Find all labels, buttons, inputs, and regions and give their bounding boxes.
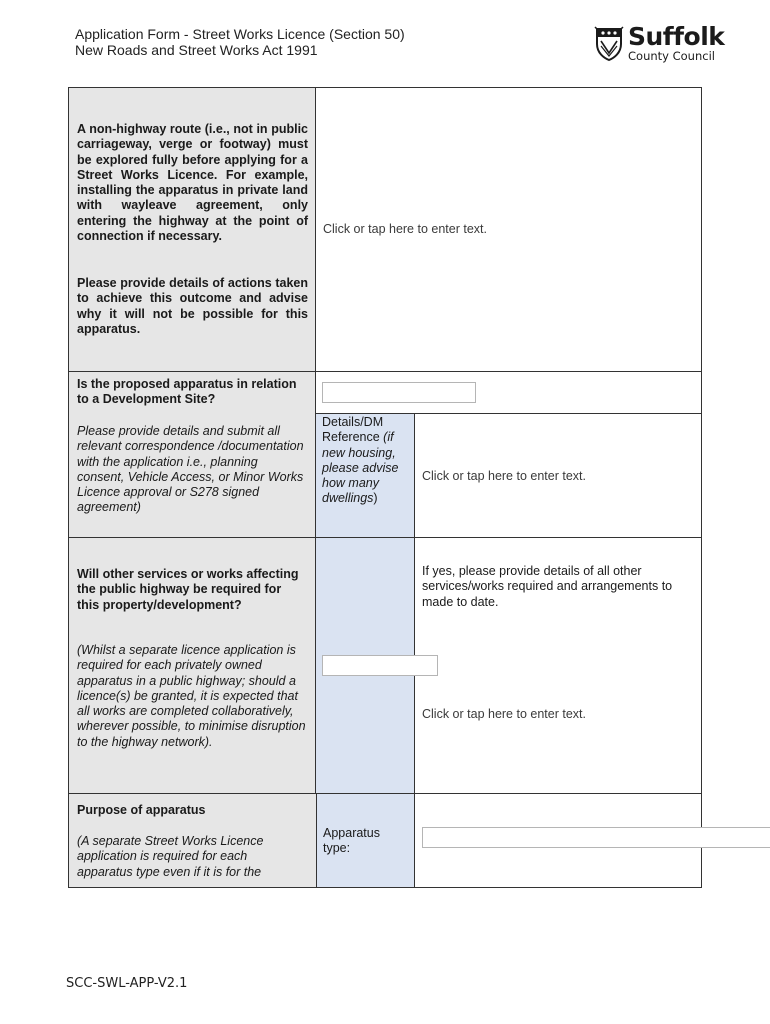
purpose-heading: Purpose of apparatus bbox=[77, 803, 206, 817]
document-code: SCC-SWL-APP-V2.1 bbox=[66, 976, 188, 991]
document-title bbox=[75, 26, 405, 58]
details-reference-close: ) bbox=[373, 491, 378, 506]
other-works-field[interactable] bbox=[322, 655, 438, 676]
development-site-field[interactable] bbox=[322, 382, 476, 403]
development-question: Is the proposed apparatus in relation to a Development Site? bbox=[77, 377, 297, 407]
other-works-note: (Whilst a separate licence application is required for each privately owned apparatus in a public highway; should a licence(s) be granted, it is expected that all works are completed collaboratively, wherever possible, to minimise disruption to the highway network). bbox=[77, 643, 306, 749]
other-works-details-input[interactable]: Click or tap here to enter text. bbox=[422, 707, 586, 721]
other-works-instruction: If yes, please provide details of all other services/works required and arrangements to made to date. bbox=[422, 564, 673, 609]
route-requirement-text: A non-highway route (i.e., not in public carriageway, verge or footway) must be explored fully before applying for a Street Works Licence. For example, installing the apparatus in private land with wayleave agreement, only entering the highway at the point of connection if necessary. bbox=[77, 122, 308, 244]
crest-icon bbox=[594, 26, 624, 62]
development-note: Please provide details and submit all relevant correspondence /documentation with the application i.e., planning consent, Vehicle Access, or Minor Works Licence approval or S278 signed agreement) bbox=[77, 424, 304, 515]
details-reference-input[interactable]: Click or tap here to enter text. bbox=[422, 469, 586, 483]
suffolk-logo bbox=[594, 24, 724, 66]
title-line-2: New Roads and Street Works Act 1991 bbox=[75, 42, 318, 58]
title-line-1: Application Form - Street Works Licence (Section 50) bbox=[75, 26, 405, 42]
details-reference-note: (if new housing, please advise how many dwellings bbox=[322, 430, 399, 506]
logo-name: Suffolk bbox=[628, 22, 725, 51]
apparatus-type-label: Apparatus type: bbox=[323, 826, 380, 856]
route-details-request: Please provide details of actions taken to achieve this outcome and advise why it will not be possible for this apparatus. bbox=[77, 276, 308, 336]
purpose-note: (A separate Street Works Licence application is required for each apparatus type even if it is for the bbox=[77, 834, 264, 879]
other-works-question: Will other services or works affecting the public highway be required for this property/development? bbox=[77, 567, 299, 612]
logo-subtitle: County Council bbox=[628, 49, 715, 63]
details-reference-label bbox=[322, 415, 408, 507]
details-reference-title: Details/DM Reference bbox=[322, 415, 384, 445]
route-details-input[interactable]: Click or tap here to enter text. bbox=[323, 222, 487, 236]
apparatus-type-field[interactable] bbox=[422, 827, 770, 848]
